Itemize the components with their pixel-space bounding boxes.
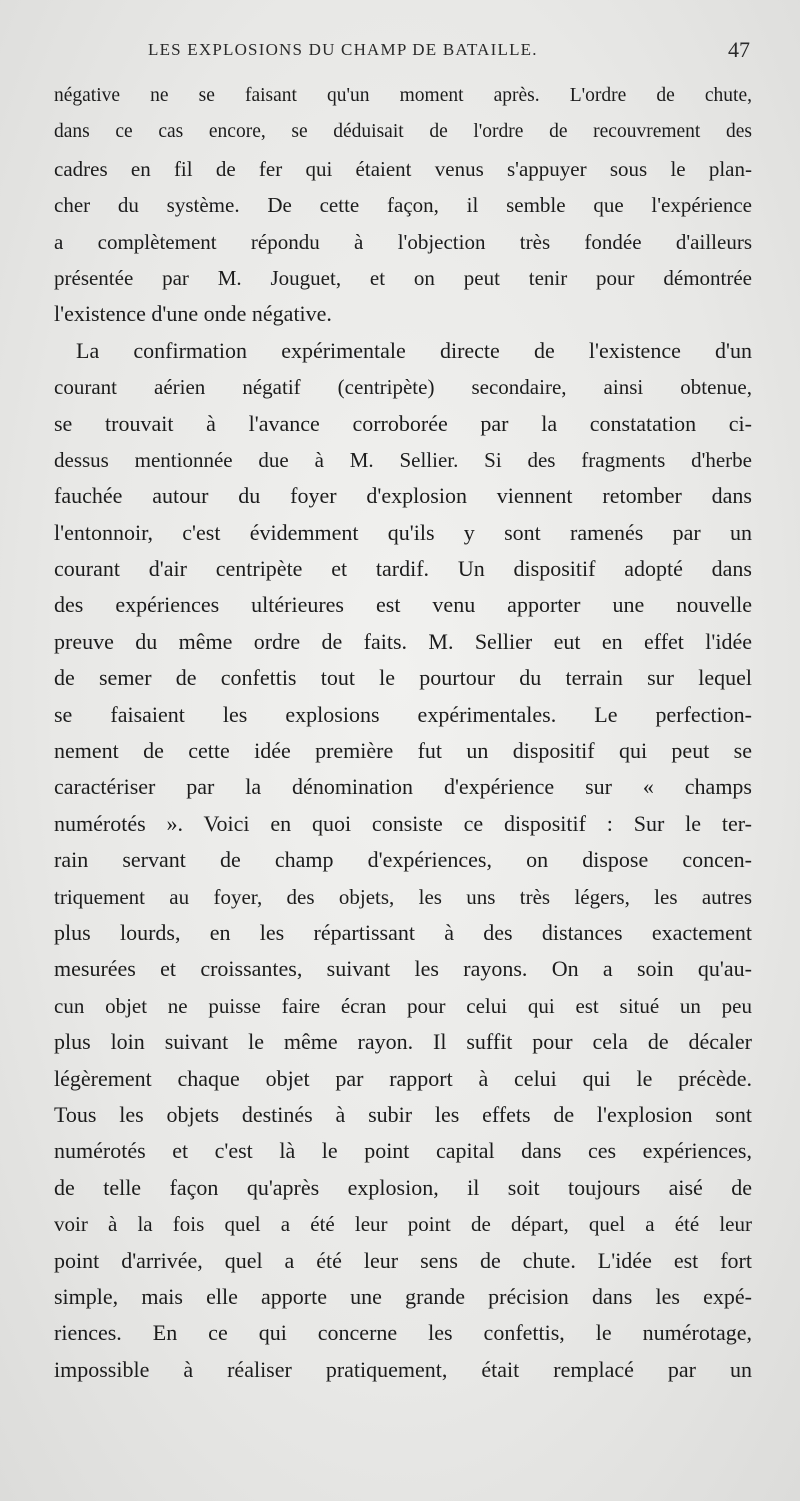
text-line: dans ce cas encore, se déduisait de l'ordre de recouvrement des [54,121,752,143]
text-line: numérotés et c'est là le point capital dans ces expériences, [54,1138,752,1164]
text-line: rain servant de champ d'expériences, on dispose concen- [54,847,752,873]
text-line: négative ne se faisant qu'un moment après. L'ordre de chute, [54,85,752,106]
running-title: LES EXPLOSIONS DU CHAMP DE BATAILLE. [148,40,538,59]
text-line: des expériences ultérieures est venu apporter une nouvelle [54,592,752,618]
page-number: 47 [728,37,750,62]
text-line: fauchée autour du foyer d'explosion viennent retomber dans [54,483,752,509]
text-line: numérotés ». Voici en quoi consiste ce dispositif : Sur le ter- [54,810,752,836]
text-line: preuve du même ordre de faits. M. Sellier eut en effet l'idée [54,628,752,654]
text-line: simple, mais elle apporte une grande précision dans les expé- [54,1283,752,1309]
text-line: courant aérien négatif (centripète) secondaire, ainsi obtenue, [54,375,752,400]
text-line: impossible à réaliser pratiquement, était remplacé par un [54,1356,752,1382]
paragraph-start-line: La confirmation expérimentale directe de l'existence d'un [76,337,752,363]
text-line: plus loin suivant le même rayon. Il suffit pour cela de décaler [54,1029,752,1055]
text-line: de semer de confettis tout le pourtour du terrain sur lequel [54,665,752,691]
text-line: dessus mentionnée due à M. Sellier. Si des fragments d'herbe [54,447,752,472]
text-line: se faisaient les explosions expérimentales. Le perfection- [54,701,752,727]
text-line: l'existence d'une onde négative. [54,301,332,327]
text-line: caractériser par la dénomination d'expérience sur « champs [54,774,752,800]
text-line: cher du système. De cette façon, il semble que l'expérience [54,193,752,218]
text-line: voir à la fois quel a été leur point de départ, quel a été leur [54,1212,752,1237]
text-line: se trouvait à l'avance corroborée par la constatation ci- [54,410,752,436]
body-text [54,78,752,1388]
text-line: présentée par M. Jouguet, et on peut tenir pour démontrée [54,265,752,290]
text-line: triquement au foyer, des objets, les uns très légers, les autres [54,884,752,909]
text-line: plus lourds, en les répartissant à des distances exactement [54,919,752,945]
text-line: a complètement répondu à l'objection très fondée d'ailleurs [54,229,752,254]
text-line: riences. En ce qui concerne les confettis, le numérotage, [54,1320,752,1346]
text-line: cun objet ne puisse faire écran pour celui qui est situé un peu [54,993,752,1018]
text-line: légèrement chaque objet par rapport à celui qui le précède. [54,1065,752,1091]
text-line: l'entonnoir, c'est évidemment qu'ils y sont ramenés par un [54,519,752,545]
text-line: de telle façon qu'après explosion, il soit toujours aisé de [54,1174,752,1200]
running-header [0,37,800,66]
text-line: mesurées et croissantes, suivant les rayons. On a soin qu'au- [54,956,752,982]
text-line: Tous les objets destinés à subir les effets de l'explosion sont [54,1101,752,1127]
text-line: cadres en fil de fer qui étaient venus s'appuyer sous le plan- [54,156,752,181]
text-line: courant d'air centripète et tardif. Un dispositif adopté dans [54,556,752,582]
text-line: point d'arrivée, quel a été leur sens de chute. L'idée est fort [54,1247,752,1273]
text-line: nement de cette idée première fut un dispositif qui peut se [54,738,752,764]
